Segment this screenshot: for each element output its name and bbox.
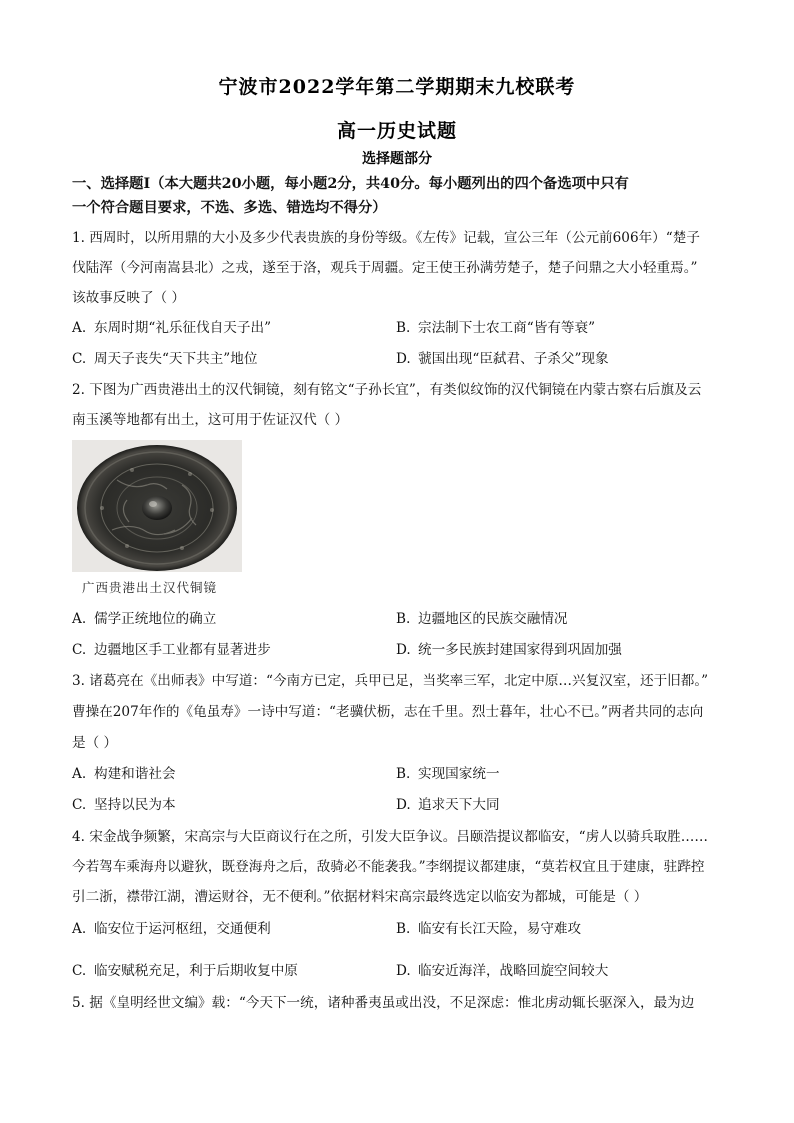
question-1-option-d[interactable]: D. 虢国出现“臣弑君、子杀父”现象 bbox=[396, 351, 609, 367]
exam-subtitle: 高一历史试题 bbox=[336, 120, 457, 142]
question-2-option-d[interactable]: D. 统一多民族封建国家得到巩固加强 bbox=[396, 642, 622, 658]
question-3-option-d[interactable]: D. 追求天下大同 bbox=[396, 797, 500, 813]
question-1-option-a[interactable]: A. 东周时期“礼乐征伐自天子出” bbox=[72, 320, 272, 336]
exam-title: 宁波市2022学年第二学期期末九校联考 bbox=[218, 76, 576, 98]
question-1-line-2: 伐陆浑（今河南嵩县北）之戎，遂至于洛，观兵于周疆。定王使王孙满劳楚子，楚子问鼎之大小轻重焉。” bbox=[72, 260, 698, 276]
image-caption: 广西贵港出土汉代铜镜 bbox=[82, 580, 218, 595]
question-3-line-1: 3. 诸葛亮在《出师表》中写道：“今南方已定，兵甲已足，当奖率三军，北定中原…兴复汉室，还于旧都。” bbox=[72, 673, 709, 689]
question-4-line-2: 今若驾车乘海舟以避狄，既登海舟之后，敌骑必不能袭我。”李纲提议都建康，“莫若权宜且于建康，驻跸控 bbox=[72, 859, 705, 875]
question-3-option-b[interactable]: B. 实现国家统一 bbox=[396, 766, 500, 782]
question-4-option-c[interactable]: C. 临安赋税充足，利于后期收复中原 bbox=[72, 963, 298, 979]
question-3-line-2: 曹操在207年作的《龟虽寿》一诗中写道：“老骥伏枥，志在千里。烈士暮年，壮心不已。”两者共同的志向 bbox=[72, 704, 704, 720]
question-1-option-c[interactable]: C. 周天子丧失“天下共主”地位 bbox=[72, 351, 258, 367]
question-3-option-c[interactable]: C. 坚持以民为本 bbox=[72, 797, 176, 813]
question-2-option-c[interactable]: C. 边疆地区手工业都有显著进步 bbox=[72, 642, 271, 658]
question-1-option-b[interactable]: B. 宗法制下士农工商“皆有等衰” bbox=[396, 320, 596, 336]
question-5-line-1: 5. 据《皇明经世文编》载：“今天下一统，诸种番夷虽或出没，不足深虑：惟北虏动辄长驱深入，最为边 bbox=[72, 995, 695, 1011]
question-2-option-b[interactable]: B. 边疆地区的民族交融情况 bbox=[396, 611, 568, 627]
question-4-option-d[interactable]: D. 临安近海洋，战略回旋空间较大 bbox=[396, 963, 609, 979]
question-2-option-a[interactable]: A. 儒学正统地位的确立 bbox=[72, 611, 217, 627]
question-2-line-1: 2. 下图为广西贵港出土的汉代铜镜，刻有铭文“子孙长宜”，有类似纹饰的汉代铜镜在内蒙古察右后旗及云 bbox=[72, 382, 702, 398]
question-2-line-2: 南玉溪等地都有出土，这可用于佐证汉代（ ） bbox=[72, 412, 349, 428]
question-4-option-b[interactable]: B. 临安有长江天险，易守难攻 bbox=[396, 921, 582, 937]
question-3-option-a[interactable]: A. 构建和谐社会 bbox=[72, 766, 176, 782]
question-1-line-3: 该故事反映了（ ） bbox=[72, 290, 186, 306]
question-4-line-1: 4. 宋金战争频繁，宋高宗与大臣商议行在之所，引发大臣争议。吕颐浩提议都临安，“虏人以骑兵取胜…… bbox=[72, 829, 708, 845]
question-4-option-a[interactable]: A. 临安位于运河枢纽，交通便利 bbox=[72, 921, 271, 937]
question-4-line-3: 引二浙，襟带江湖，漕运财谷，无不便利。”依据材料宋高宗最终选定以临安为都城，可能是（ ） bbox=[72, 889, 648, 905]
section-instruction-line-2: 一个符合题目要求，不选、多选、错选均不得分） bbox=[72, 200, 387, 216]
part-heading: 选择题部分 bbox=[362, 151, 432, 167]
section-instruction-line-1: 一、选择题Ⅰ（本大题共20小题，每小题2分，共40分。每小题列出的四个备选项中只有 bbox=[72, 176, 629, 192]
question-3-line-3: 是（ ） bbox=[72, 735, 118, 751]
question-1-line-1: 1. 西周时，以所用鼎的大小及多少代表贵族的身份等级。《左传》记载，宣公三年（公元前606年）“楚子 bbox=[72, 230, 700, 246]
bronze-mirror-image bbox=[72, 440, 242, 572]
